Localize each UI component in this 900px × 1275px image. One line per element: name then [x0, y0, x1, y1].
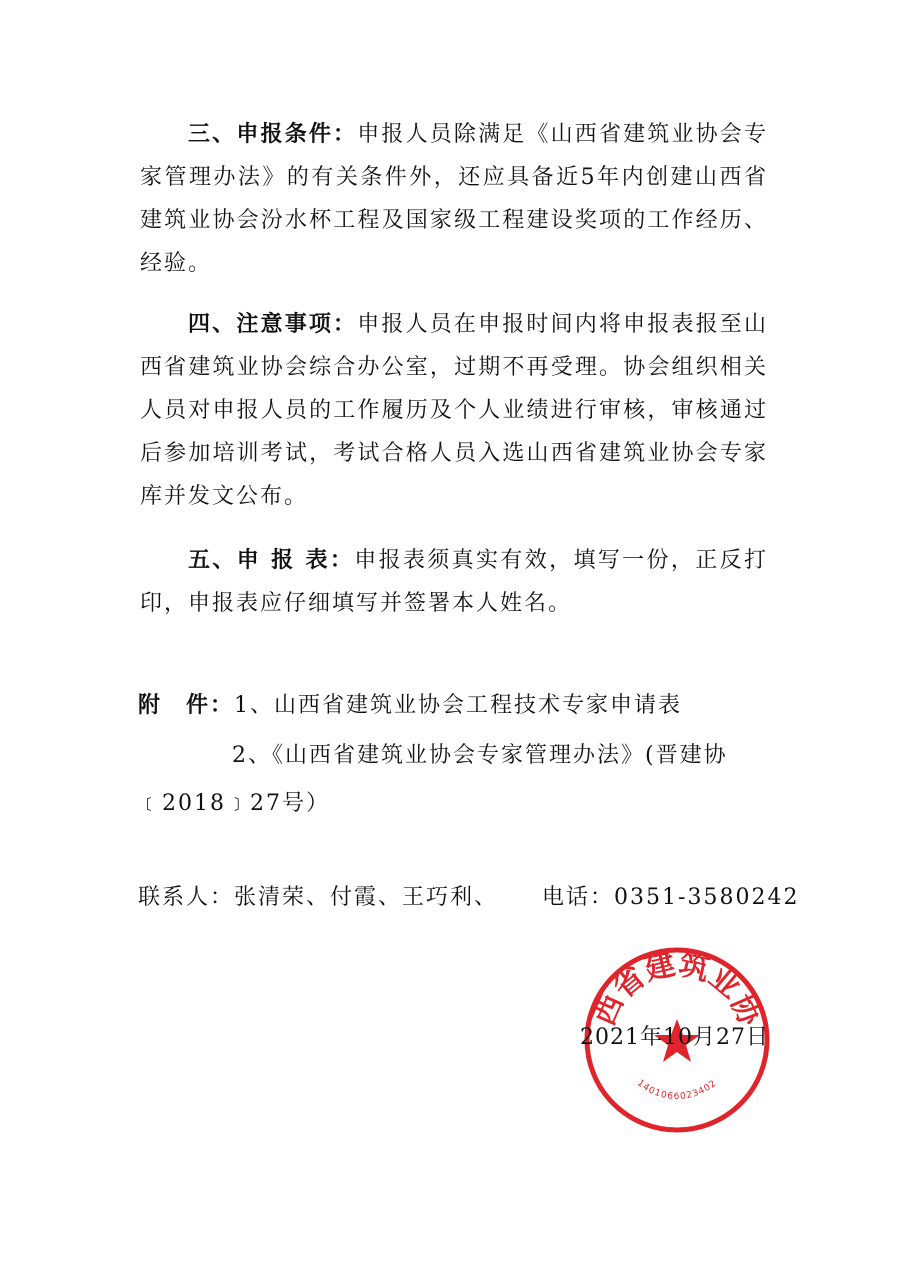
- contact-label: 联系人：: [138, 885, 235, 910]
- attachment-item-2-cont: ﹝2018﹞27号）: [138, 791, 330, 816]
- attachment-line-3: [138, 786, 330, 817]
- seal-code: 1401066023402: [635, 1078, 719, 1103]
- section-body-conditions: 申报人员除满足《山西省建筑业协会专家管理办法》的有关条件外，还应具备近5年内创建山西省建筑业协会汾水杯工程及国家级工程建设奖项的工作经历、经验。: [140, 122, 768, 276]
- section-heading-form: 五、申 报 表：: [188, 548, 355, 573]
- attachment-item-2: 2、《山西省建筑业协会专家管理办法》(晋建协: [232, 743, 728, 768]
- phone-number: 0351-3580242: [614, 885, 800, 910]
- document-date: 2021年10月27日: [580, 1025, 769, 1050]
- section-heading-notes: 四、注意事项：: [188, 312, 358, 337]
- phone-label: 电话：: [542, 885, 615, 910]
- attachment-line-2: [232, 738, 728, 769]
- attachment-label: 附 件：: [138, 693, 235, 718]
- contact-names: 张清荣、付霞、王巧利、: [234, 885, 499, 910]
- section-notes: [140, 303, 768, 518]
- seal-org-name: 西省建筑业协: [586, 947, 768, 1031]
- contact-line: [138, 880, 799, 911]
- section-conditions: [140, 113, 768, 285]
- attachment-line-1: [138, 688, 682, 719]
- section-form: [140, 539, 768, 625]
- section-heading-conditions: 三、申报条件：: [188, 122, 358, 147]
- section-body-notes: 申报人员在申报时间内将申报表报至山西省建筑业协会综合办公室，过期不再受理。协会组织相关人员对申报人员的工作履历及个人业绩进行审核，审核通过后参加培训考试，考试合格人员入选山西省建筑业协会专家库并发文公布。: [140, 312, 768, 509]
- attachment-item-1: 1、山西省建筑业协会工程技术专家申请表: [234, 693, 683, 718]
- section-body-form: 申报表须真实有效，填写一份，正反打印，申报表应仔细填写并签署本人姓名。: [140, 548, 768, 616]
